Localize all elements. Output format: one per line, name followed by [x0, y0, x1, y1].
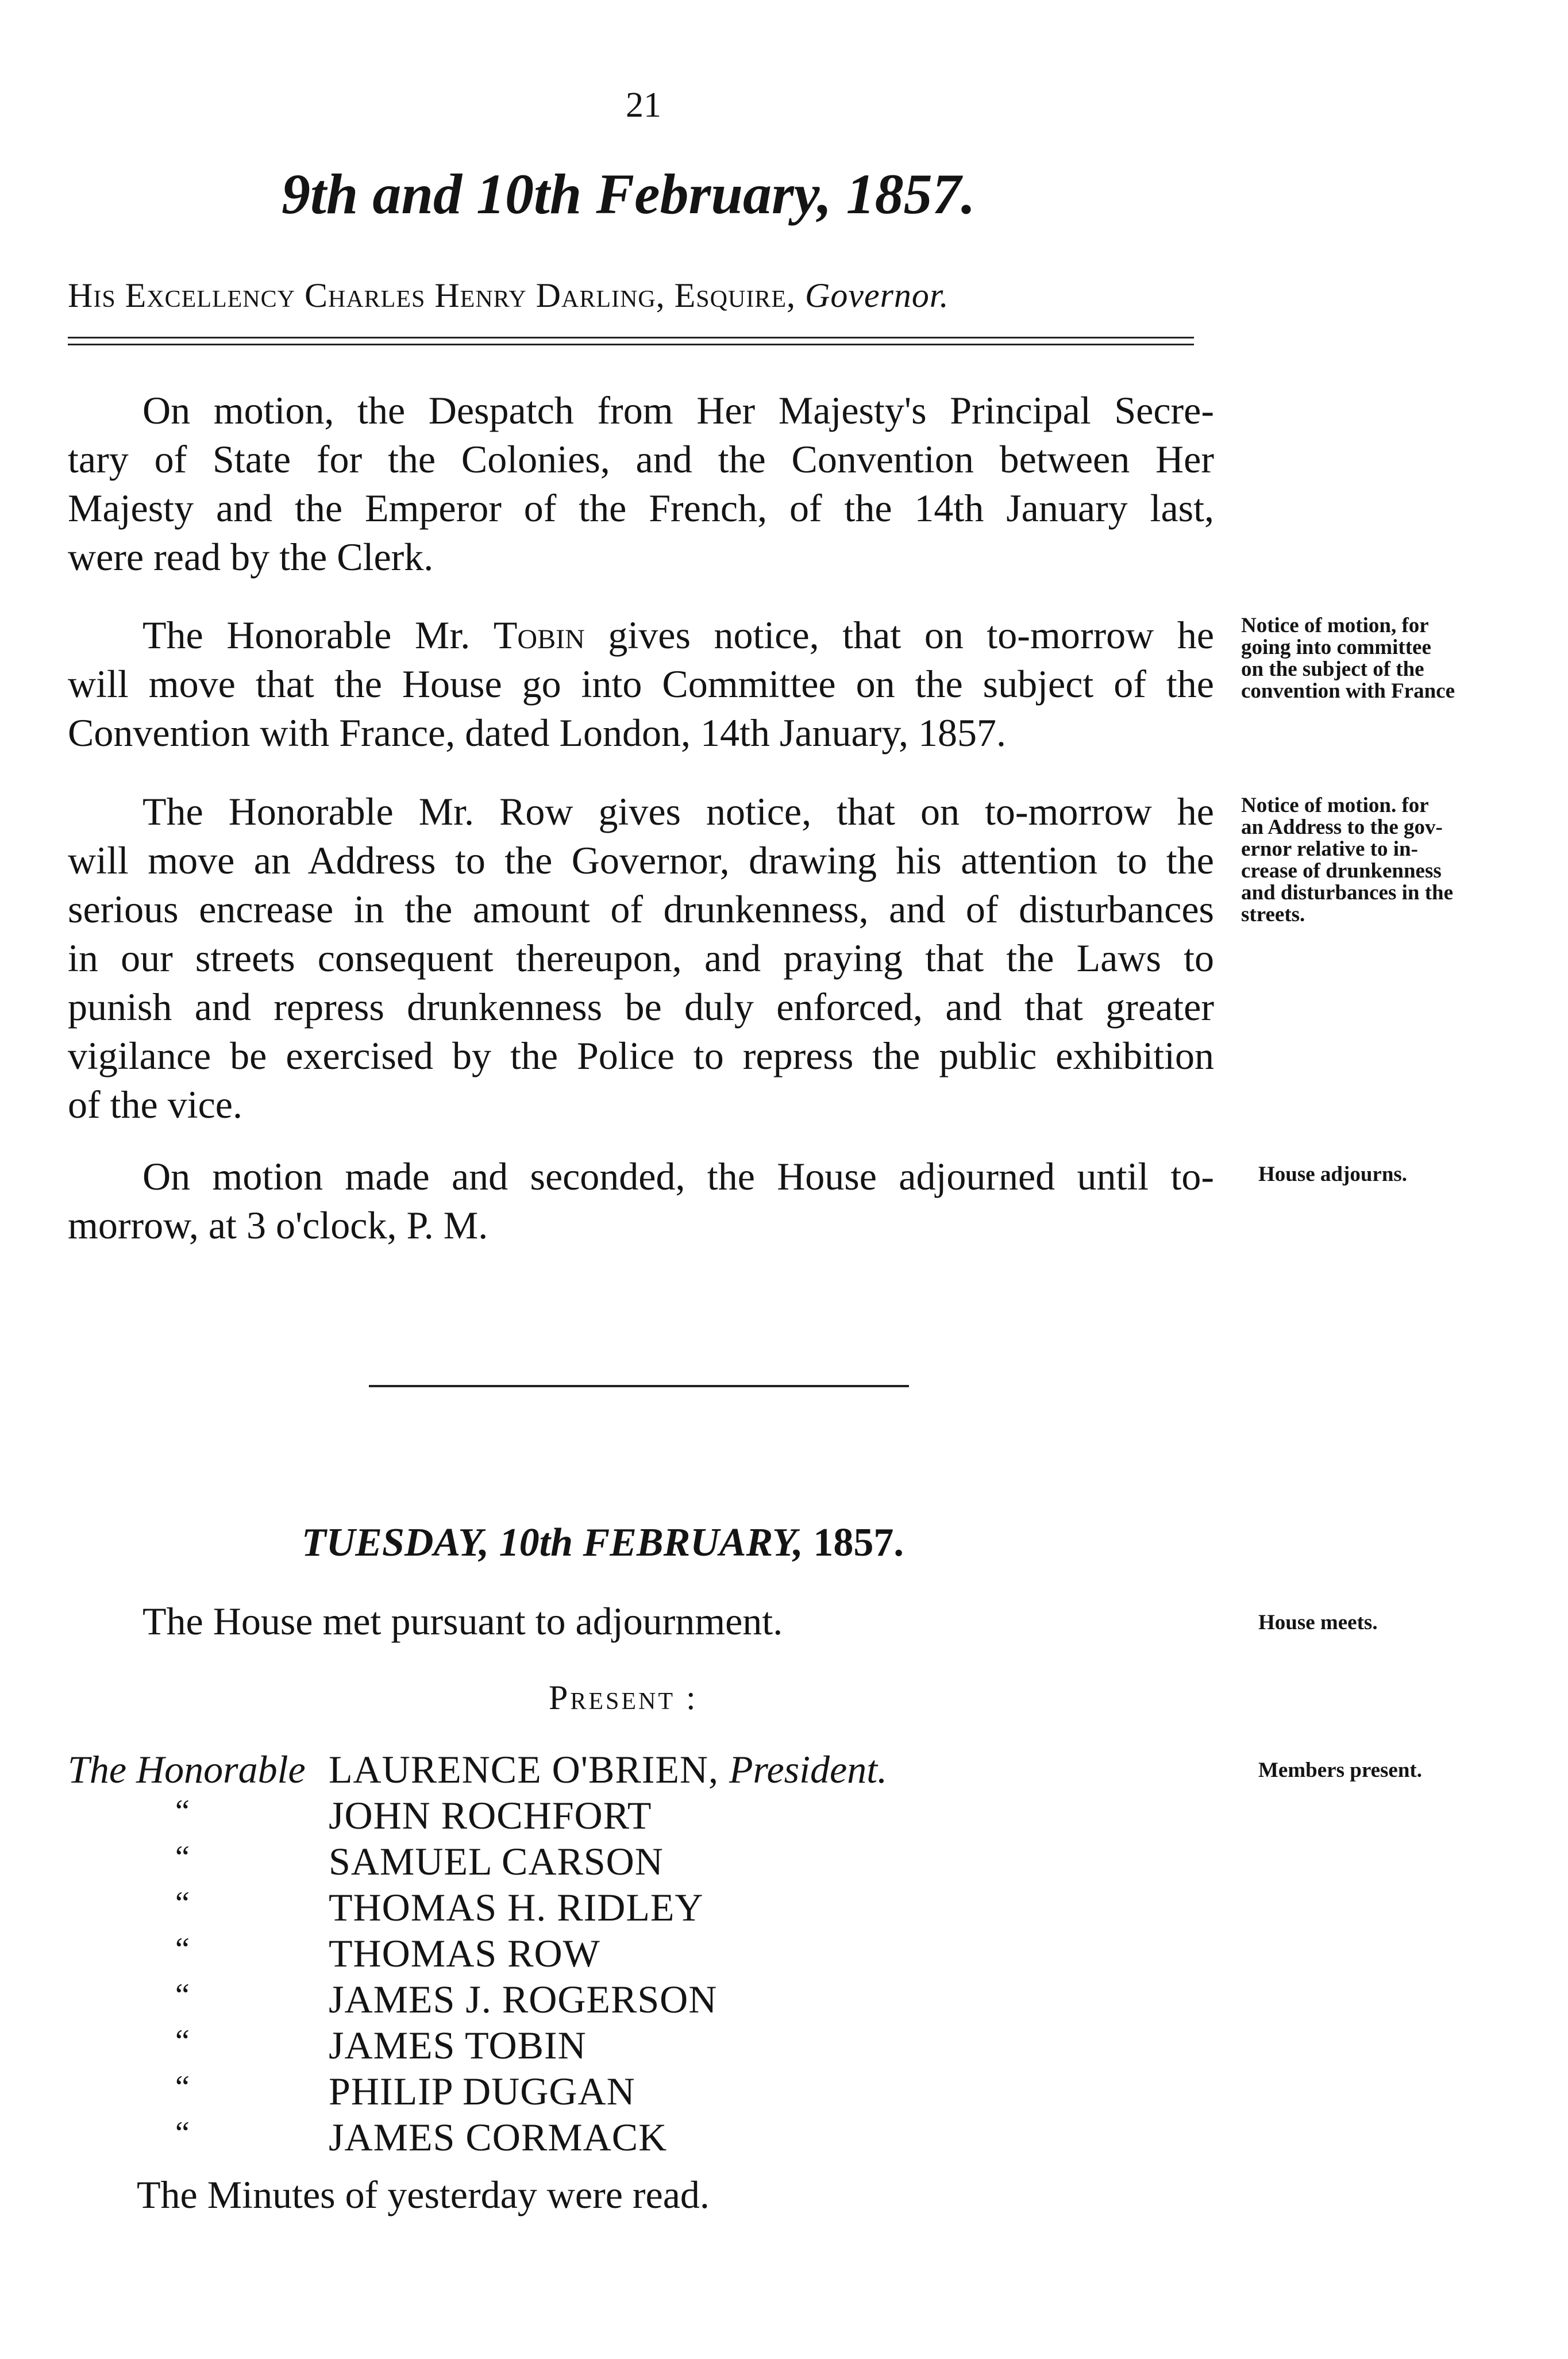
margin-note-line: streets. [1241, 903, 1305, 926]
ditto-mark: “ [175, 1794, 190, 1829]
double-rule-divider [68, 337, 1194, 345]
member-name: THOMAS H. RIDLEY [329, 1885, 704, 1929]
paragraph-tobin-notice [68, 611, 1214, 757]
paragraph-line: in our streets consequent thereupon, and praying that the Laws to [68, 936, 1214, 980]
house-met-line: The House met pursuant to adjournment. [142, 1599, 783, 1643]
governor-role: Governor. [804, 276, 949, 314]
paragraph-line: will move that the House go into Committee on the subject of the [68, 662, 1214, 706]
member-name: THOMAS ROW [329, 1931, 600, 1975]
member-name: JAMES CORMACK [329, 2115, 668, 2159]
paragraph-line: The Honorable Mr. Row gives notice, that on to-morrow he [142, 790, 1214, 833]
paragraph-line: vigilance be exercised by the Police to repress the public exhibition [68, 1034, 1214, 1077]
margin-note-tobin [1241, 615, 1511, 702]
margin-note-line: convention with France [1241, 679, 1455, 703]
margin-note-present [1258, 1760, 1528, 1781]
tuesday-date-heading [302, 1520, 904, 1566]
margin-note-line: ernor relative to in- [1241, 837, 1418, 861]
ditto-mark: “ [175, 1840, 190, 1875]
member-name [329, 1747, 887, 1792]
paragraph-line: Majesty and the Emperor of the French, of the 14th January last, [68, 486, 1214, 530]
member-name: JAMES J. ROGERSON [329, 1977, 718, 2021]
governor-title: His Excellency Charles Henry Darling, Esquire, [68, 276, 796, 314]
member-name: SAMUEL CARSON [329, 1840, 664, 1883]
paragraph-line: morrow, at 3 o'clock, P. M. [68, 1203, 488, 1247]
paragraph-line [68, 611, 1214, 660]
margin-note-meets [1258, 1612, 1528, 1634]
ditto-mark: “ [175, 1931, 190, 1967]
paragraph-line: tary of State for the Colonies, and the Convention between Her [68, 437, 1214, 481]
short-rule-divider [369, 1385, 909, 1387]
date-heading: 9th and 10th February, 1857. [282, 162, 976, 226]
heading-date: 10th [499, 1521, 573, 1565]
ditto-mark: “ [175, 2069, 190, 2105]
margin-note-line: crease of drunkenness [1241, 859, 1442, 883]
tobin-name: Tobin [493, 613, 585, 657]
heading-month: FEBRUARY, [583, 1521, 803, 1565]
ditto-mark: “ [175, 1977, 190, 2013]
margin-note-adjourns [1258, 1164, 1528, 1186]
paragraph-line: will move an Address to the Governor, drawing his attention to the [68, 838, 1214, 882]
ditto-mark: “ [175, 2023, 190, 2059]
member-role: President. [729, 1748, 888, 1791]
paragraph-line: punish and repress drunkenness be duly enforced, and that greater [68, 985, 1214, 1029]
paragraph-line: Convention with France, dated London, 14th January, 1857. [68, 711, 1006, 755]
paragraph-despatch [68, 386, 1214, 582]
governor-line [68, 276, 949, 315]
paragraph-adjourn [68, 1152, 1214, 1250]
margin-note-line: House meets. [1258, 1611, 1378, 1634]
margin-note-line: Members present. [1258, 1758, 1422, 1782]
page-number: 21 [626, 86, 661, 125]
member-name: JOHN ROCHFORT [329, 1794, 652, 1837]
tobin-line-end: gives notice, that on to-morrow he [608, 613, 1215, 657]
margin-note-row [1241, 795, 1511, 926]
paragraph-line: On motion, the Despatch from Her Majesty's Principal Secre- [142, 388, 1214, 432]
tobin-line-start: The Honorable Mr. [142, 613, 471, 657]
margin-note-line: House adjourns. [1258, 1163, 1408, 1186]
ditto-mark: “ [175, 1885, 190, 1921]
member-name: PHILIP DUGGAN [329, 2069, 635, 2113]
heading-year: 1857. [813, 1521, 904, 1565]
margin-note-line: Notice of motion. for [1241, 794, 1429, 817]
heading-day: TUESDAY, [302, 1521, 490, 1565]
paragraph-line: On motion made and seconded, the House adjourned until to- [142, 1155, 1214, 1198]
paragraph-line: serious encrease in the amount of drunkenness, and of disturbances [68, 887, 1214, 931]
paragraph-line: were read by the Clerk. [68, 535, 434, 579]
margin-note-line: on the subject of the [1241, 657, 1424, 681]
margin-note-line: Notice of motion, for [1241, 614, 1429, 637]
margin-note-line: an Address to the gov- [1241, 815, 1443, 839]
member-name: JAMES TOBIN [329, 2023, 587, 2067]
minutes-read-line: The Minutes of yesterday were read. [137, 2173, 710, 2216]
ditto-mark: “ [175, 2115, 190, 2151]
paragraph-row-notice [68, 787, 1214, 1129]
margin-note-line: going into committee [1241, 636, 1431, 659]
paragraph-line: of the vice. [68, 1083, 242, 1126]
member-name-text: LAURENCE O'BRIEN, [329, 1748, 719, 1791]
present-label: Present : [549, 1679, 698, 1717]
the-honorable-label: The Honorable [68, 1748, 306, 1791]
margin-note-line: and disturbances in the [1241, 881, 1454, 905]
